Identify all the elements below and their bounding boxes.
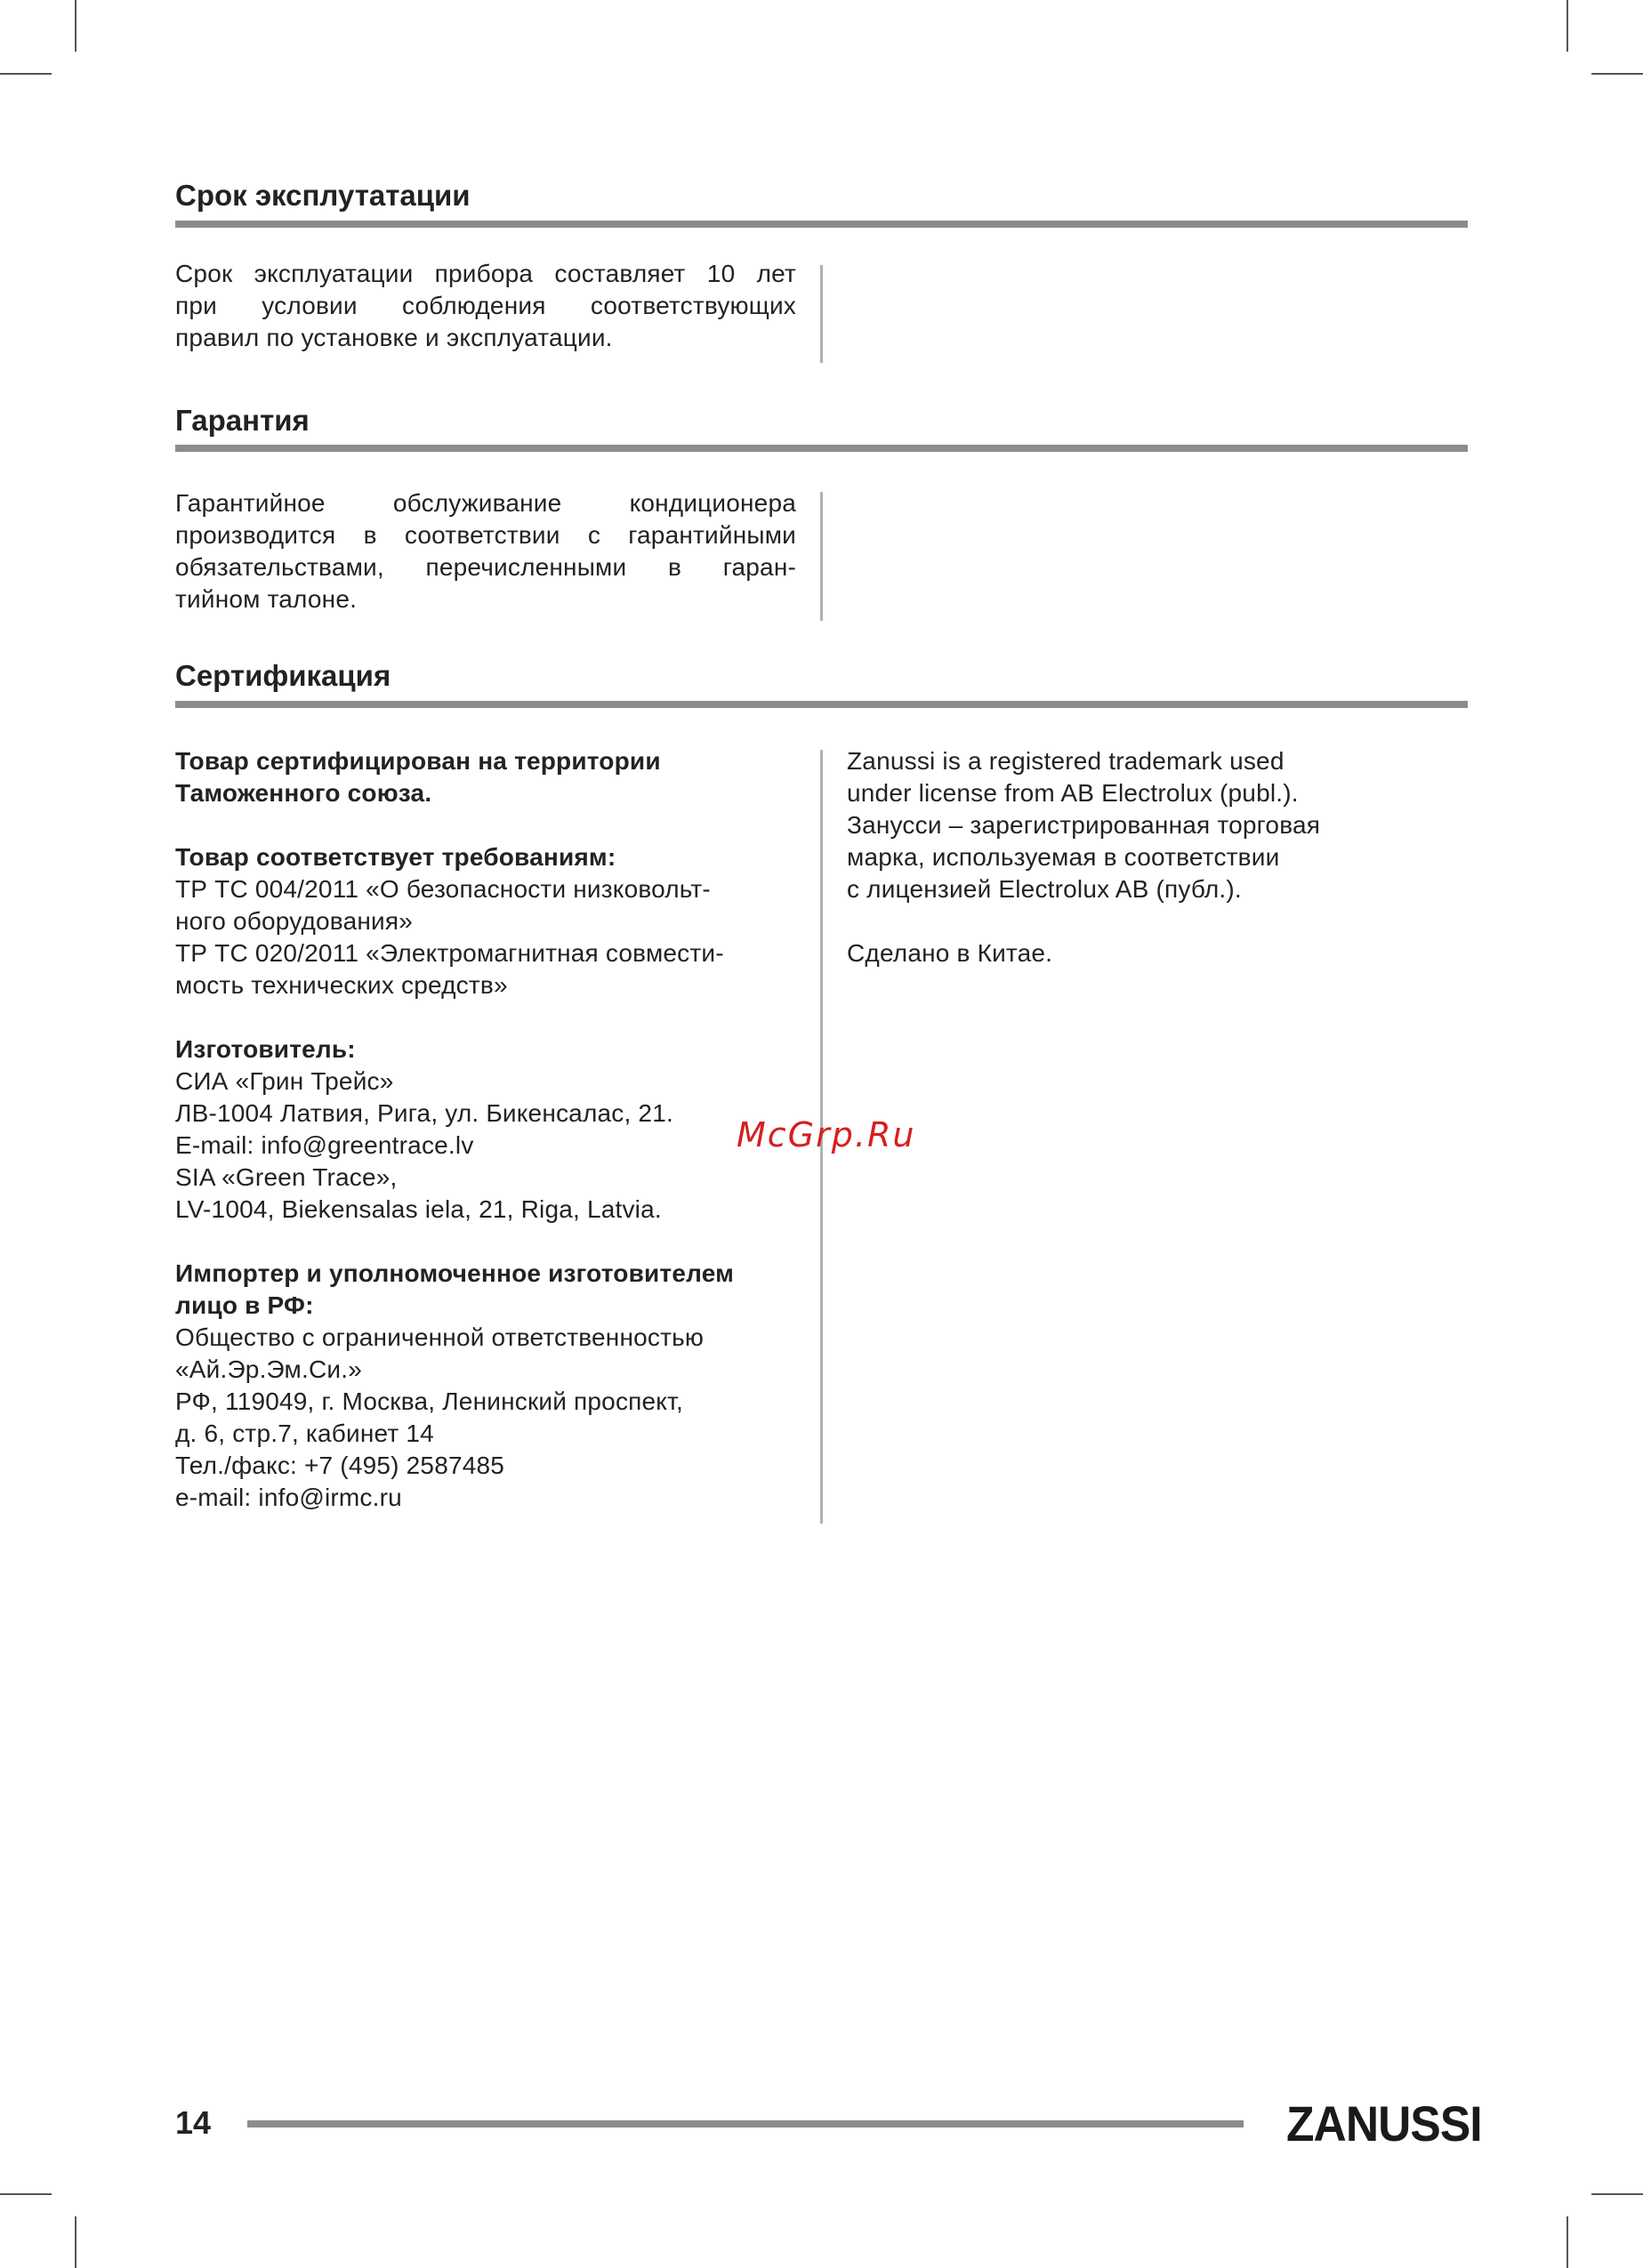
crop-mark — [0, 73, 52, 75]
section-title-certification: Сертификация — [175, 659, 391, 692]
importer-line: Общество с ограниченной ответственностью — [175, 1323, 705, 1351]
crop-mark — [1566, 0, 1568, 52]
trademark-line: Занусси – зарегистрированная торговая — [847, 811, 1321, 839]
certified-line: Товар сертифицирован на территории — [175, 747, 661, 775]
certification-right-column — [847, 745, 1461, 969]
warranty-text — [175, 487, 796, 615]
requirements-heading: Товар соответствует требованиям: — [175, 843, 616, 871]
crop-mark — [1591, 2193, 1643, 2195]
requirements-line: ТР ТС 004/2011 «О безопасности низковольт- — [175, 875, 711, 903]
section-rule — [175, 221, 1468, 228]
text-line: Гарантийное обслуживание кондиционера — [175, 489, 796, 517]
trademark-line: с лицензией Electrolux AB (публ.). — [847, 875, 1242, 903]
crop-mark — [75, 2216, 77, 2268]
importer-heading: лицо в РФ: — [175, 1291, 314, 1319]
text-line: правил по установке и эксплуатации. — [175, 324, 613, 351]
column-divider — [820, 492, 823, 621]
manufacturer-line: E-mail: info@greentrace.lv — [175, 1131, 474, 1159]
section-rule — [175, 701, 1468, 708]
crop-mark — [75, 0, 77, 52]
manufacturer-line: SIA «Green Trace», — [175, 1163, 398, 1191]
text-line: производится в соответствии с гарантийными — [175, 521, 796, 549]
column-divider — [820, 265, 823, 363]
certified-line: Таможенного союза. — [175, 779, 432, 807]
certification-left-column — [175, 745, 802, 1514]
requirements-line: ТР ТС 020/2011 «Электромагнитная совмести- — [175, 939, 724, 967]
requirements-line: ного оборудования» — [175, 907, 413, 935]
crop-mark — [1591, 73, 1643, 75]
page-number: 14 — [175, 2104, 212, 2141]
crop-mark — [0, 2193, 52, 2195]
section-title-warranty: Гарантия — [175, 404, 310, 437]
text-line: при условии соблюдения соответствующих — [175, 292, 796, 319]
text-line: Срок эксплуатации прибора составляет 10 лет — [175, 260, 796, 287]
trademark-line: марка, используемая в соответствии — [847, 843, 1280, 871]
brand-logo: ZANUSSI — [1286, 2095, 1482, 2151]
watermark: McGrp.Ru — [737, 1115, 916, 1154]
crop-mark — [1566, 2216, 1568, 2268]
footer-rule — [247, 2120, 1244, 2127]
trademark-line: Zanussi is a registered trademark used — [847, 747, 1285, 775]
manufacturer-line: ЛВ-1004 Латвия, Рига, ул. Бикенсалас, 21. — [175, 1099, 673, 1127]
importer-heading: Импортер и уполномоченное изготовителем — [175, 1259, 735, 1287]
section-rule — [175, 445, 1468, 452]
text-line: тийном талоне. — [175, 585, 358, 613]
text-line: обязательствами, перечисленными в гаран- — [175, 553, 796, 581]
importer-line: Тел./факс: +7 (495) 2587485 — [175, 1452, 505, 1479]
importer-line: «Ай.Эр.Эм.Си.» — [175, 1355, 362, 1383]
manufacturer-line: СИА «Грин Трейс» — [175, 1067, 394, 1095]
importer-line: e-mail: info@irmc.ru — [175, 1484, 402, 1511]
made-in-text: Сделано в Китае. — [847, 939, 1053, 967]
trademark-line: under license from AB Electrolux (publ.). — [847, 779, 1299, 807]
importer-line: д. 6, стр.7, кабинет 14 — [175, 1420, 434, 1447]
section-title-service-life: Срок эксплутатации — [175, 179, 471, 212]
manufacturer-heading: Изготовитель: — [175, 1035, 356, 1063]
manufacturer-line: LV-1004, Biekensalas iela, 21, Riga, Latvia. — [175, 1195, 662, 1223]
service-life-text — [175, 258, 796, 354]
importer-line: РФ, 119049, г. Москва, Ленинский проспект, — [175, 1387, 683, 1415]
requirements-line: мость технических средств» — [175, 971, 508, 999]
